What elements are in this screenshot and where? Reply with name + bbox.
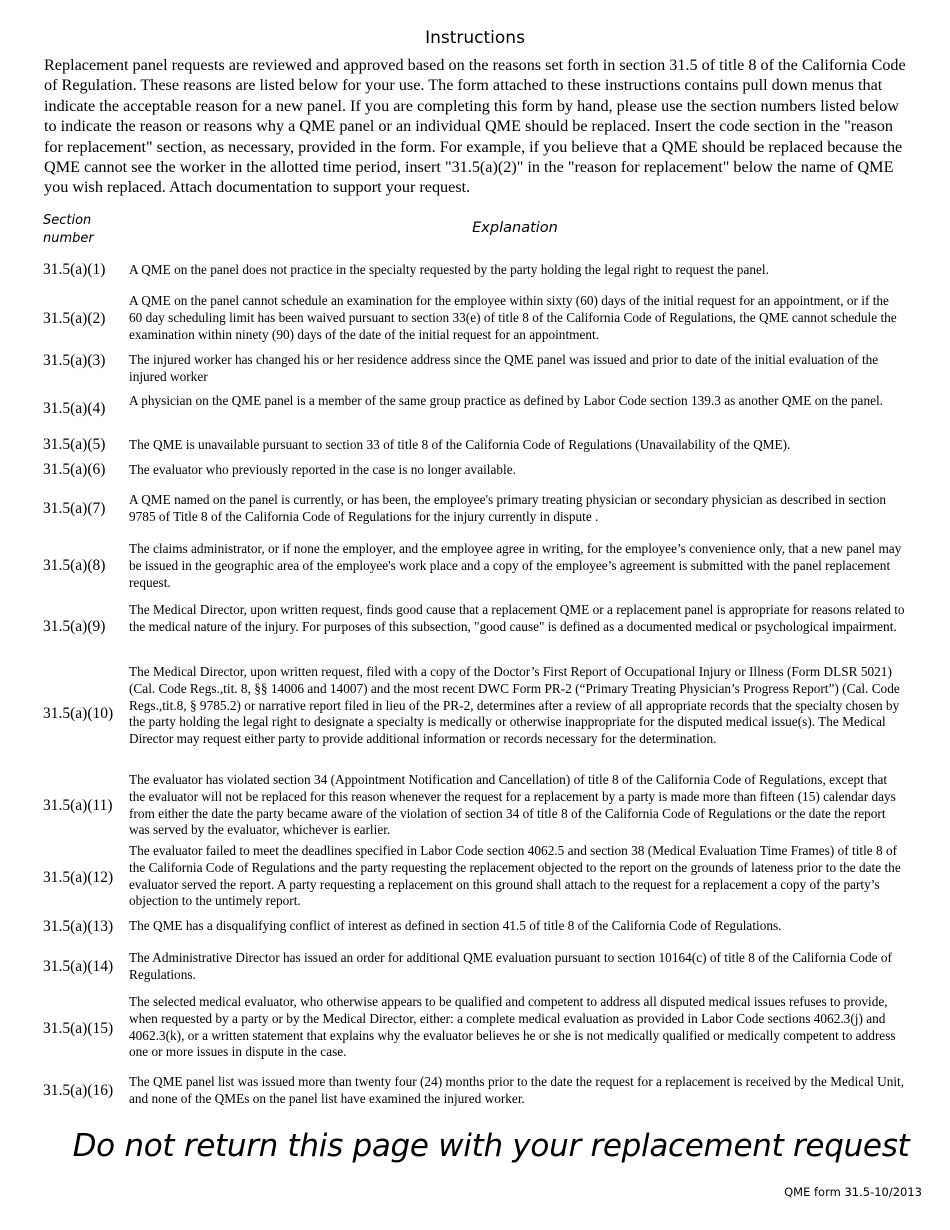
section-explanation: The QME panel list was issued more than twenty four (24) months prior to the date the request for a replacement is received by the Medical Unit, and none of the QMEs on the panel list have examined the injured worker. (129, 1074, 905, 1106)
section-number-header: Section number (43, 213, 94, 246)
section-code: 31.5(a)(7) (43, 500, 106, 517)
section-explanation: The selected medical evaluator, who otherwise appears to be qualified and competent to address all disputed medical issues refuses to provide, when requested by a party or by the Medical Director, either: a complete medical evaluation as provided in Labor Code sections 4062.3(j) and 4062.3(k), or a written statement that explains why the evaluator believes he or she is not medically qualified or medically competent to address one or more issues in dispute in the case. (129, 994, 896, 1060)
section-code: 31.5(a)(5) (43, 436, 106, 453)
section-code: 31.5(a)(8) (43, 557, 106, 574)
section-explanation: The Medical Director, upon written request, filed with a copy of the Doctor’s First Report of Occupational Injury or Illness (Form DLSR 5021) (Cal. Code Regs.,tit. 8, §§ 14006 and 14007) and the most recent DWC Form PR-2 (“Primary Treating Physician’s Progress Report”) (Cal. Code Regs.,tit.8, § 9785.2) or narrative report filed in lieu of the PR-2, determines after a review of all appropriate records that the specialty chosen by the party holding the legal right to designate a specialty is medically or otherwise inappropriate for the disputed medical issue(s). The Medical Director may request either party to provide additional information or records necessary for the determination. (129, 664, 900, 747)
section-explanation: The evaluator who previously reported in the case is no longer available. (129, 462, 516, 477)
do-not-return-note: Do not return this page with your replacement request (72, 1128, 910, 1164)
section-explanation: The QME is unavailable pursuant to section 33 of title 8 of the California Code of Regulations (Unavailability of the QME). (129, 437, 791, 452)
section-code: 31.5(a)(14) (43, 958, 114, 975)
section-code: 31.5(a)(2) (43, 310, 106, 327)
section-code: 31.5(a)(6) (43, 461, 106, 478)
section-explanation: The QME has a disqualifying conflict of interest as defined in section 41.5 of title 8 of the California Code of Regulations. (129, 918, 782, 933)
section-code: 31.5(a)(13) (43, 918, 114, 935)
section-code: 31.5(a)(1) (43, 261, 106, 278)
section-explanation: A physician on the QME panel is a member of the same group practice as defined by Labor Code section 139.3 as another QME on the panel. (129, 393, 884, 408)
explanation-header: Explanation (472, 220, 558, 236)
section-code: 31.5(a)(9) (43, 618, 106, 635)
section-code: 31.5(a)(4) (43, 400, 106, 417)
section-explanation: The evaluator has violated section 34 (Appointment Notification and Cancellation) of title 8 of the California Code of Regulations, except that the evaluator will not be replaced for this reason whenever the request for a replacement by a party is made more than fifteen (15) calendar days from either the date the party became aware of the violation of section 34 of title 8 of the California Code of Regulations or the date the report was served by the evaluator, whichever is earlier. (129, 772, 896, 838)
form-identifier: QME form 31.5-10/2013 (784, 1185, 922, 1199)
section-code: 31.5(a)(10) (43, 705, 114, 722)
section-explanation: A QME on the panel does not practice in the specialty requested by the party holding the legal right to request the panel. (129, 262, 769, 277)
section-code: 31.5(a)(15) (43, 1020, 114, 1037)
section-code: 31.5(a)(3) (43, 352, 106, 369)
page-title: Instructions (425, 28, 525, 48)
intro-paragraph: Replacement panel requests are reviewed and approved based on the reasons set forth in section 31.5 of title 8 of the California Code of Regulation. These reasons are listed below for your use. The form attached to these instructions contains pull down menus that indicate the acceptable reason for a new panel. If you are completing this form by hand, please use the section numbers listed below to indicate the reason or reasons why a QME panel or an individual QME should be replaced. Insert the code section in the "reason for replacement" section, as necessary, provided in the form. For example, if you believe that a QME should be replaced because the QME cannot see the worker in the allotted time period, insert "31.5(a)(2)" in the "reason for replacement" below the name of QME you wish replaced. Attach documentation to support your request. (44, 56, 906, 197)
section-code: 31.5(a)(11) (43, 797, 113, 814)
section-explanation: The claims administrator, or if none the employer, and the employee agree in writing, for the employee’s convenience only, that a new panel may be issued in the geographic area of the employee's work place and a copy of the employee’s agreement is submitted with the panel replacement request. (129, 541, 902, 590)
section-explanation: The evaluator failed to meet the deadlines specified in Labor Code section 4062.5 and section 38 (Medical Evaluation Time Frames) of title 8 of the California Code of Regulations and the party requesting the replacement objected to the report on the grounds of lateness prior to the date the evaluator served the report. A party requesting a replacement on this ground shall attach to the request for a replacement a copy of the party’s objection to the untimely report. (129, 843, 901, 909)
section-explanation: The injured worker has changed his or her residence address since the QME panel was issued and prior to date of the initial evaluation of the injured worker (129, 352, 879, 384)
section-explanation: A QME named on the panel is currently, or has been, the employee's primary treating physician or secondary physician as described in section 9785 of Title 8 of the California Code of Regulations for the injury currently in dispute . (129, 492, 887, 524)
section-explanation: The Administrative Director has issued an order for additional QME evaluation pursuant to section 10164(c) of title 8 of the California Code of Regulations. (129, 950, 892, 982)
section-code: 31.5(a)(16) (43, 1082, 114, 1099)
section-explanation: A QME on the panel cannot schedule an examination for the employee within sixty (60) days of the initial request for an appointment, or if the 60 day scheduling limit has been waived pursuant to section 33(e) of title 8 of the California Code of Regulations, the QME cannot schedule the examination within ninety (90) days of the date of the initial request for an appointment. (129, 293, 897, 342)
section-explanation: The Medical Director, upon written request, finds good cause that a replacement QME or a replacement panel is appropriate for reasons related to the medical nature of the injury. For purposes of this subsection, "good cause" is defined as a documented medical or psychological impairment. (129, 602, 905, 634)
section-code: 31.5(a)(12) (43, 869, 114, 886)
